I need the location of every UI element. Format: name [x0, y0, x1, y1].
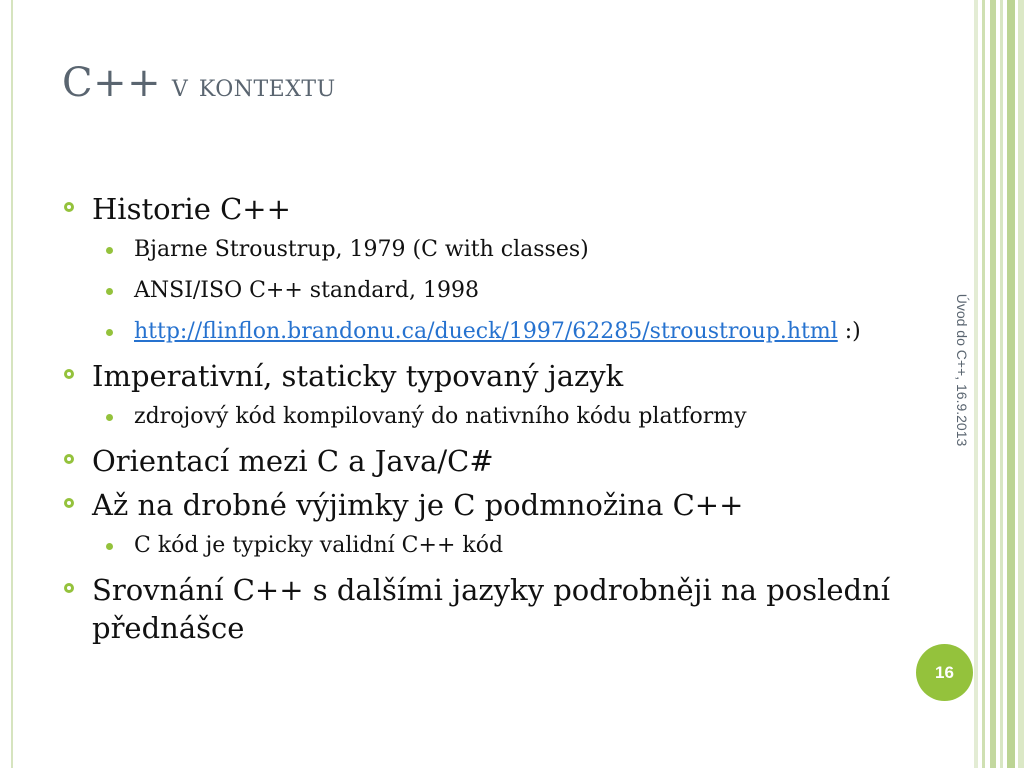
footer-date-label: Úvod do C++, 16.9.2013	[954, 293, 970, 447]
ring-bullet-icon	[64, 498, 74, 508]
bullet-podmnozina: Až na drobné výjimky je C podmnožina C++	[62, 486, 922, 524]
sub-bullet: http://flinflon.brandonu.ca/dueck/1997/62285/stroustroup.html :)	[62, 316, 922, 347]
sub-bullet: Bjarne Stroustrup, 1979 (C with classes)	[62, 234, 922, 265]
slide-content	[62, 190, 922, 653]
dot-bullet-icon	[106, 247, 113, 254]
bullet-imperativni: Imperativní, staticky typovaný jazyk	[62, 357, 922, 395]
sub-bullet: zdrojový kód kompilovaný do nativního kódu platformy	[62, 401, 922, 432]
title-main: C++	[62, 60, 162, 106]
bullet-srovnani: Srovnání C++ s dalšími jazyky podrobněji na poslední přednášce	[62, 571, 922, 647]
slide-title	[62, 60, 336, 106]
dot-bullet-icon	[106, 543, 113, 550]
ring-bullet-icon	[64, 454, 74, 464]
decorative-stripes	[974, 0, 1024, 768]
ring-bullet-icon	[64, 583, 74, 593]
ring-bullet-icon	[64, 202, 74, 212]
dot-bullet-icon	[106, 288, 113, 295]
title-rest: v kontextu	[161, 66, 336, 104]
bullet-orientaci: Orientací mezi C a Java/C#	[62, 442, 922, 480]
sub-bullet: ANSI/ISO C++ standard, 1998	[62, 275, 922, 306]
page-number-badge: 16	[916, 644, 973, 701]
sub-bullet: C kód je typicky validní C++ kód	[62, 530, 922, 561]
bullet-historie: Historie C++	[62, 190, 922, 228]
dot-bullet-icon	[106, 329, 113, 336]
ring-bullet-icon	[64, 369, 74, 379]
dot-bullet-icon	[106, 414, 113, 421]
stroustrup-link[interactable]: http://flinflon.brandonu.ca/dueck/1997/62285/stroustroup.html	[134, 319, 838, 344]
left-frame-line	[11, 0, 13, 768]
